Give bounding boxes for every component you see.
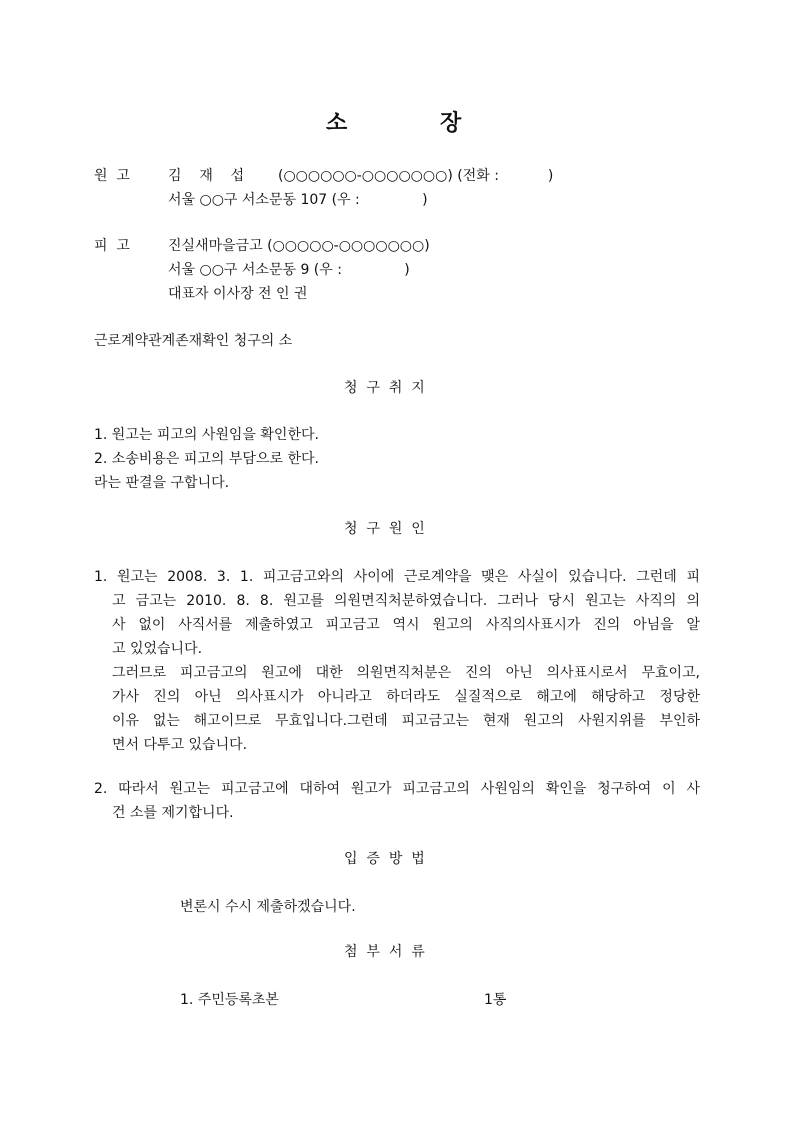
evidence-text: 변론시 수시 제출하겠습니다.: [180, 899, 356, 915]
claim-cause-p1-line-4: 고 있었습니다.: [112, 641, 203, 657]
attachments-heading: 첨 부 서 류: [344, 944, 425, 960]
claim-cause-p1-line-6: 가사 진의 아닌 의사표시가 아니라고 하더라도 실질적으로 해고에 해당하고 정당한: [112, 689, 700, 705]
defendant-representative: 대표자 이사장 전 인 권: [168, 286, 308, 302]
plaintiff-address: 서울 ○○구 서소문동 107 (우 : ): [168, 192, 428, 208]
plaintiff-label: 원 고: [94, 168, 130, 184]
claim-purpose-item-2: 2. 소송비용은 피고의 부담으로 한다.: [94, 451, 319, 467]
claim-cause-p2-line-1: 2. 따라서 원고는 피고금고에 대하여 원고가 피고금고의 사원임의 확인을 청구하여 이 사: [94, 781, 700, 797]
case-name: 근로계약관계존재확인 청구의 소: [94, 333, 293, 349]
claim-purpose-item-1: 1. 원고는 피고의 사원임을 확인한다.: [94, 427, 319, 443]
defendant-address: 서울 ○○구 서소문동 9 (우 : ): [168, 262, 410, 278]
defendant-label: 피 고: [94, 238, 130, 254]
attachment-item-name: 1. 주민등록초본: [180, 992, 279, 1008]
claim-purpose-closing: 라는 판결을 구합니다.: [94, 475, 230, 491]
claim-cause-p1-line-2: 고 금고는 2010. 8. 8. 원고를 의원면직처분하였습니다. 그러나 당시 원고는 사직의 의: [112, 593, 700, 609]
evidence-heading: 입 증 방 법: [344, 851, 425, 867]
plaintiff-name: 김 재 섭: [168, 168, 245, 184]
claim-purpose-heading: 청 구 취 지: [344, 380, 425, 396]
claim-cause-p1-line-1: 1. 원고는 2008. 3. 1. 피고금고와의 사이에 근로계약을 맺은 사실이 있습니다. 그런데 피: [94, 569, 700, 585]
claim-cause-p2-line-2: 건 소를 제기합니다.: [112, 805, 234, 821]
title-left-char: 소: [326, 111, 348, 136]
plaintiff-id-phone: (○○○○○○-○○○○○○○) (전화 : ): [278, 168, 554, 184]
title-right-char: 장: [440, 111, 462, 136]
claim-cause-heading: 청 구 원 인: [344, 521, 425, 537]
claim-cause-p1-line-3: 사 없이 사직서를 제출하였고 피고금고 역시 원고의 사직의사표시가 진의 아님을 알: [112, 617, 700, 633]
defendant-name-id: 진실새마을금고 (○○○○○-○○○○○○○): [168, 238, 430, 254]
claim-cause-p1-line-5: 그러므로 피고금고의 원고에 대한 의원면직처분은 진의 아닌 의사표시로서 무효이고,: [112, 665, 700, 681]
claim-cause-p1-line-8: 면서 다투고 있습니다.: [112, 737, 248, 753]
claim-cause-p1-line-7: 이유 없는 해고이므로 무효입니다.그런데 피고금고는 현재 원고의 사원지위를 부인하: [112, 713, 700, 729]
attachment-item-count: 1통: [484, 992, 507, 1008]
